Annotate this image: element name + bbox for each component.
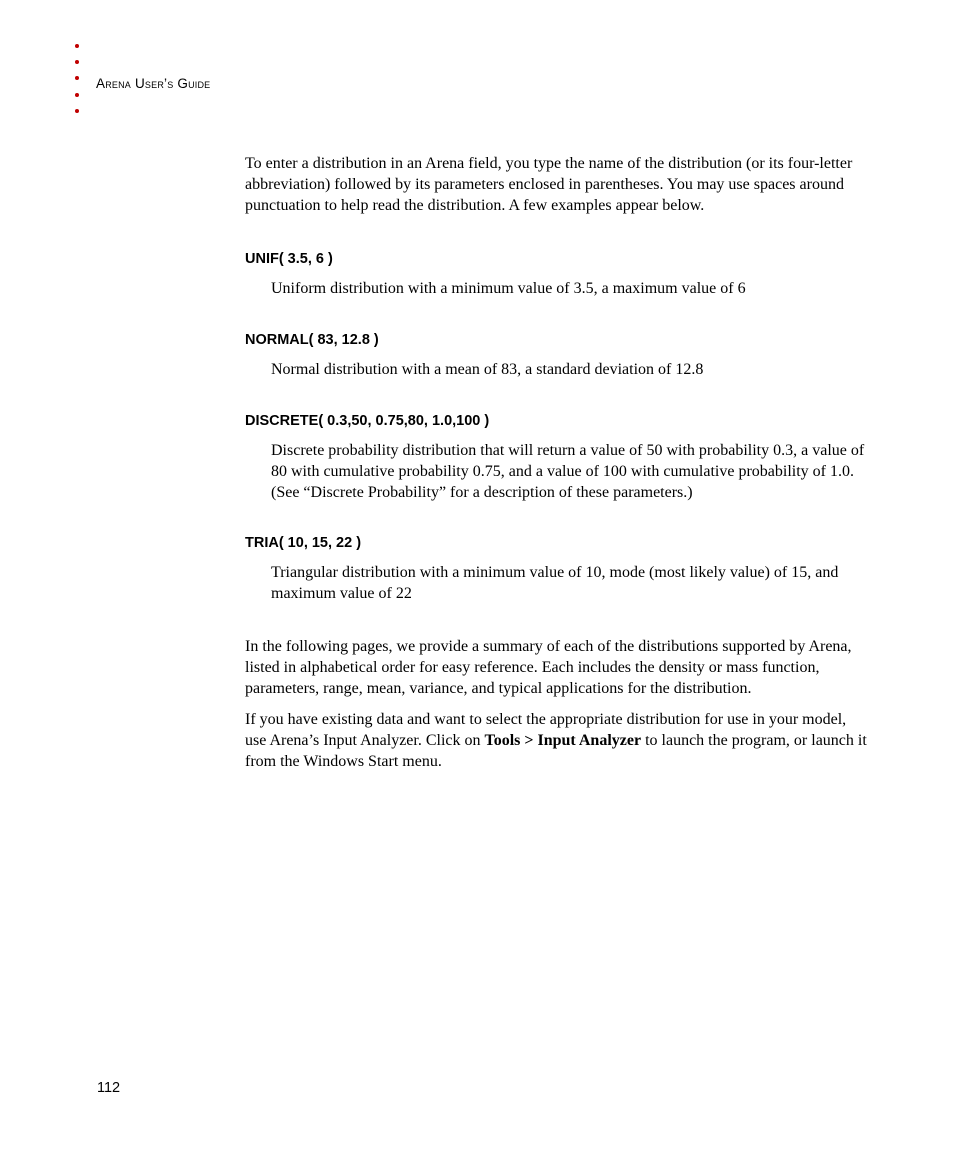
bullet-icon bbox=[75, 109, 79, 113]
margin-bullets bbox=[72, 44, 84, 125]
page-body bbox=[245, 154, 867, 773]
example-description: Normal distribution with a mean of 83, a standard deviation of 12.8 bbox=[271, 361, 704, 379]
bullet-icon bbox=[75, 44, 79, 48]
intro-paragraph: To enter a distribution in an Arena field, you type the name of the distribution (or its four-letter abbreviation) followed by its parameters enclosed in parentheses. You may use spaces around punctuation to help read the distribution. A few examples appear below. bbox=[245, 155, 853, 214]
example-term: UNIF( 3.5, 6 ) bbox=[245, 251, 333, 268]
example-term: TRIA( 10, 15, 22 ) bbox=[245, 535, 362, 552]
input-analyzer-text-before: If you have existing data and want to select the appropriate distribution for use in your model, use Arena’s Input Analyzer. Click on bbox=[245, 711, 847, 750]
bullet-icon bbox=[75, 76, 79, 80]
input-analyzer-text-after: to launch the program, or launch it from the Windows Start menu. bbox=[245, 732, 867, 770]
example-description: Triangular distribution with a minimum value of 10, mode (most likely value) of 15, and maximum value of 22 bbox=[271, 564, 839, 603]
example-description: Discrete probability distribution that will return a value of 50 with probability 0.3, a value of 80 with cumulative probability 0.75, and a value of 100 with cumulative probability of 1.0. (See “Discrete Probability” for a description of these parameters.) bbox=[271, 441, 865, 501]
example-discrete bbox=[245, 412, 867, 503]
example-description: Uniform distribution with a minimum value of 3.5, a maximum value of 6 bbox=[271, 280, 746, 298]
summary-paragraph: In the following pages, we provide a summary of each of the distributions supported by Arena, listed in alphabetical order for easy reference. Each includes the density or mass function, parameters, range, mean, variance, and typical applications for the distribution. bbox=[245, 637, 852, 697]
bullet-icon bbox=[75, 60, 79, 64]
bullet-icon bbox=[75, 93, 79, 97]
input-analyzer-paragraph bbox=[245, 710, 867, 772]
page-number: 112 bbox=[97, 1080, 121, 1096]
example-unif bbox=[245, 250, 867, 300]
example-term: DISCRETE( 0.3,50, 0.75,80, 1.0,100 ) bbox=[245, 412, 490, 429]
example-normal bbox=[245, 331, 867, 381]
input-analyzer-command: Tools > Input Analyzer bbox=[484, 732, 642, 750]
example-term: NORMAL( 83, 12.8 ) bbox=[245, 332, 379, 349]
example-tria bbox=[245, 534, 867, 605]
running-head: Arena User’s Guide bbox=[96, 76, 211, 91]
